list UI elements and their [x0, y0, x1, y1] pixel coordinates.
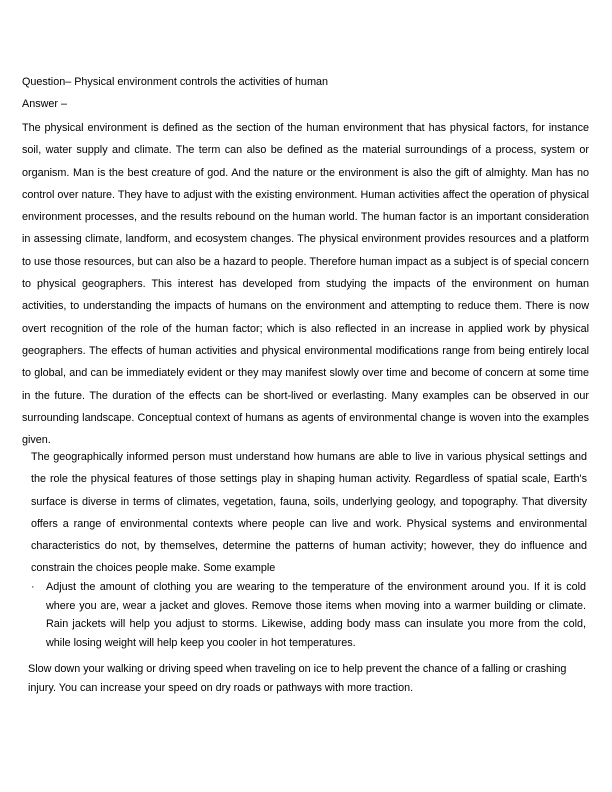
- paragraph-2: The geographically informed person must understand how humans are able to live in various physical settings and the role the physical features of those settings play in shaping human activity. Regardless of spatial scale, Earth's surface is diverse in terms of climates, vegetation, fauna, soils, underlying geology, and topography. That diversity offers a range of environmental contexts where people can live and work. Physical systems and environmental characteristics do not, by themselves, determine the patterns of human activity; however, they do influence and constrain the choices people make. Some example: [31, 451, 587, 575]
- bullet-marker: ·: [31, 581, 35, 593]
- paragraph-3: Slow down your walking or driving speed when traveling on ice to help prevent the chance of a falling or crashing injury. You can increase your speed on dry roads or pathways with more traction.: [28, 663, 567, 694]
- paragraph-1: The physical environment is defined as the section of the human environment that has physical factors, for instance soil, water supply and climate. The term can also be defined as the material surroundings of a process, system or organism. Man is the best creature of god. And the nature or the environment is also the gift of almighty. Man has no control over nature. They have to adjust with the existing environment. Human activities affect the operation of physical environment processes, and the results rebound on the human world. The human factor is an important consideration in assessing climate, landform, and ecosystem changes. The physical environment provides resources and a platform to use those resources, but can also be a hazard to people. Therefore human impact as a subject is of special concern to physical geographers. This interest has developed from studying the impacts of the environment on human activities, to understanding the impacts of humans on the environment and attempting to reduce them. There is now overt recognition of the role of the human factor; which is also reflected in an increase in applied work by physical geographers. The effects of human activities and physical environmental modifications range from being entirely local to global, and can be immediately evident or they may manifest slowly over time and become of concern at some time in the future. The duration of the effects can be short-lived or everlasting. Many examples can be observed in our surrounding landscape. Conceptual context of humans as agents of environmental change is woven into the examples given.: [22, 122, 589, 447]
- answer-label: Answer –: [22, 98, 68, 110]
- bullet-text: Adjust the amount of clothing you are wearing to the temperature of the environment around you. If it is cold where you are, wear a jacket and gloves. Remove those items when moving into a warmer building or climate. Rain jackets will help you adjust to storms. Likewise, adding body mass can insulate you more from the cold, while losing weight will help keep you cooler in hot temperatures.: [46, 581, 586, 649]
- question-heading: Question– Physical environment controls the activities of human: [22, 76, 329, 88]
